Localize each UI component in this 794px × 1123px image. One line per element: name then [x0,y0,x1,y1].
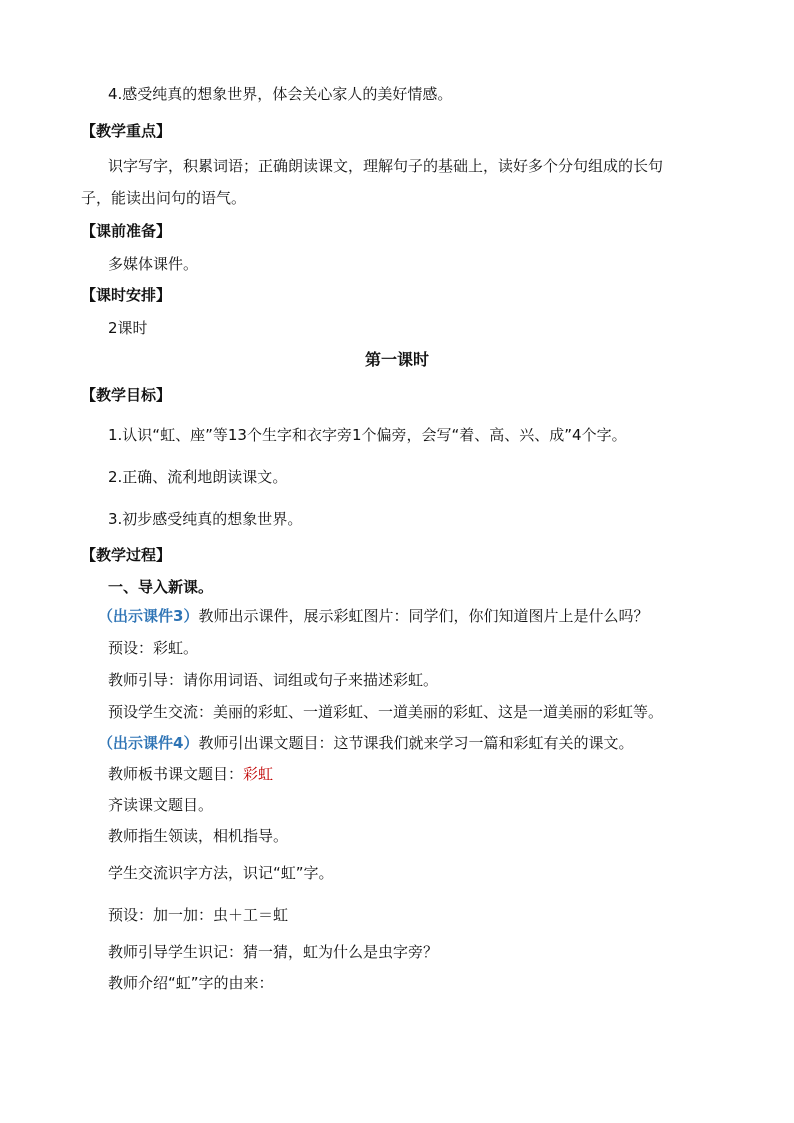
board-title-prefix: 教师板书课文题目： [108,765,244,783]
courseware-tag: （出示课件4） [98,734,199,752]
section-1-heading: 一、导入新课。 [108,578,214,596]
key-points-line-1: 识字写字，积累词语；正确朗读课文，理解句子的基础上，读好多个分句组成的长句 [108,157,664,175]
lesson-title: 第一课时 [364,350,429,369]
schedule-heading: 【课时安排】 [81,286,172,304]
paragraph-6 [108,764,273,784]
paragraph-3: 教师引导：请你用词语、词组或句子来描述彩虹。 [108,671,439,689]
goal-4: 4.感受纯真的想象世界，体会关心家人的美好情感。 [108,85,453,103]
paragraph-12: 教师介绍“虹”字的由来： [108,974,274,992]
paragraph-5-text: 教师引出课文题目：这节课我们就来学习一篇和彩虹有关的课文。 [198,734,634,752]
courseware-tag: （出示课件3） [98,607,199,625]
process-heading: 【教学过程】 [81,546,172,564]
paragraph-8: 教师指生领读，相机指导。 [108,827,289,845]
paragraph-2: 预设：彩虹。 [108,639,199,657]
paragraph-4: 预设学生交流：美丽的彩虹、一道彩虹、一道美丽的彩虹、这是一道美丽的彩虹等。 [108,703,664,721]
paragraph-9: 学生交流识字方法，识记“虹”字。 [108,864,334,882]
paragraph-7: 齐读课文题目。 [108,796,214,814]
objective-item-1: 1.认识“虹、座”等13个生字和衣字旁1个偏旁，会写“着、高、兴、成”4个字。 [108,426,627,444]
preparation-text: 多媒体课件。 [108,255,199,273]
objectives-heading: 【教学目标】 [81,386,172,404]
objective-item-2: 2.正确、流利地朗读课文。 [108,468,288,486]
paragraph-10: 预设：加一加：虫＋工＝虹 [108,906,289,924]
board-title: 彩虹 [243,765,274,783]
paragraph-1 [98,606,648,626]
paragraph-1-text: 教师出示课件，展示彩虹图片：同学们，你们知道图片上是什么吗？ [198,607,649,625]
key-points-line-2: 子，能读出问句的语气。 [81,189,247,207]
objective-item-3: 3.初步感受纯真的想象世界。 [108,510,303,528]
key-points-heading: 【教学重点】 [81,122,172,140]
preparation-heading: 【课前准备】 [81,222,172,240]
schedule-text: 2课时 [108,319,148,337]
paragraph-5 [98,733,633,753]
paragraph-11: 教师引导学生识记：猜一猜，虹为什么是虫字旁？ [108,943,439,961]
